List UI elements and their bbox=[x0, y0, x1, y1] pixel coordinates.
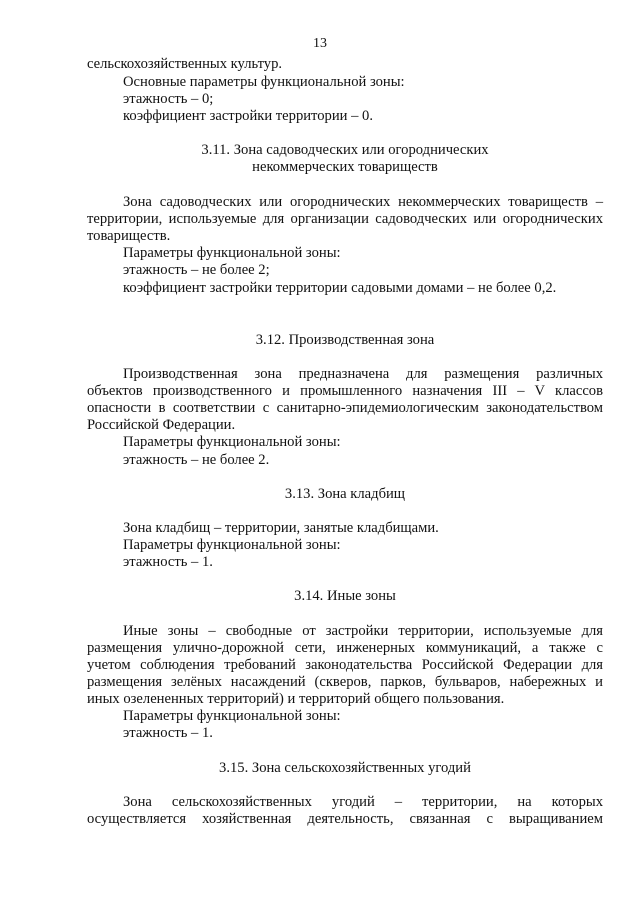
body-text-line: размещения зелёных насаждений (скверов, парков, бульваров, набережных и bbox=[87, 674, 603, 690]
body-text-line: этажность – не более 2; bbox=[123, 262, 270, 278]
body-text-line: Основные параметры функциональной зоны: bbox=[123, 74, 405, 90]
body-text-line: Параметры функциональной зоны: bbox=[123, 708, 341, 724]
body-text-line: Зона сельскохозяйственных угодий – территории, на которых bbox=[123, 794, 603, 810]
body-text-line: размещения улично-дорожной сети, инженерных коммуникаций, а также с bbox=[87, 640, 603, 656]
body-text-line: территории, используемые для организации садоводческих или огороднических bbox=[87, 211, 603, 227]
body-text-line: опасности в соответствии с санитарно-эпидемиологическим законодательством bbox=[87, 400, 603, 416]
body-text-line: Параметры функциональной зоны: bbox=[123, 537, 341, 553]
body-text-line: товариществ. bbox=[87, 228, 171, 244]
body-text-line: Параметры функциональной зоны: bbox=[123, 245, 341, 261]
body-text-line: Зона кладбищ – территории, занятые кладбищами. bbox=[123, 520, 439, 536]
section-heading-line: 3.11. Зона садоводческих или огороднических bbox=[201, 142, 489, 158]
section-heading-line: 3.15. Зона сельскохозяйственных угодий bbox=[219, 760, 471, 776]
body-text-line: иных озелененных территорий) и территорий общего пользования. bbox=[87, 691, 505, 707]
body-text-line: Производственная зона предназначена для размещения различных bbox=[123, 366, 603, 382]
section-heading-line: некоммерческих товариществ bbox=[252, 159, 438, 175]
body-text-line: Российской Федерации. bbox=[87, 417, 236, 433]
section-heading-line: 3.12. Производственная зона bbox=[255, 332, 435, 348]
body-text-line: этажность – 0; bbox=[123, 91, 214, 107]
body-text-line: Параметры функциональной зоны: bbox=[123, 434, 341, 450]
body-text-line: этажность – 1. bbox=[123, 554, 213, 570]
page-number: 13 bbox=[313, 36, 327, 51]
body-text-line: Иные зоны – свободные от застройки территории, используемые для bbox=[123, 623, 603, 639]
section-heading-line: 3.14. Иные зоны bbox=[294, 588, 396, 604]
section-heading-line: 3.13. Зона кладбищ bbox=[284, 486, 406, 502]
body-text-line: учетом соблюдения требований законодательства Российской Федерации для bbox=[87, 657, 603, 673]
body-text-line: этажность – 1. bbox=[123, 725, 213, 741]
body-text-line: осуществляется хозяйственная деятельность, связанная с выращиванием bbox=[87, 811, 603, 827]
body-text-line: объектов производственного и промышленного назначения III – V классов bbox=[87, 383, 603, 399]
body-text-line: Зона садоводческих или огороднических некоммерческих товариществ – bbox=[123, 194, 603, 210]
body-text-line: этажность – не более 2. bbox=[123, 452, 270, 468]
body-text-line: коэффициент застройки территории – 0. bbox=[123, 108, 373, 124]
body-text-line: сельскохозяйственных культур. bbox=[87, 56, 283, 72]
body-text-line: коэффициент застройки территории садовыми домами – не более 0,2. bbox=[123, 280, 557, 296]
